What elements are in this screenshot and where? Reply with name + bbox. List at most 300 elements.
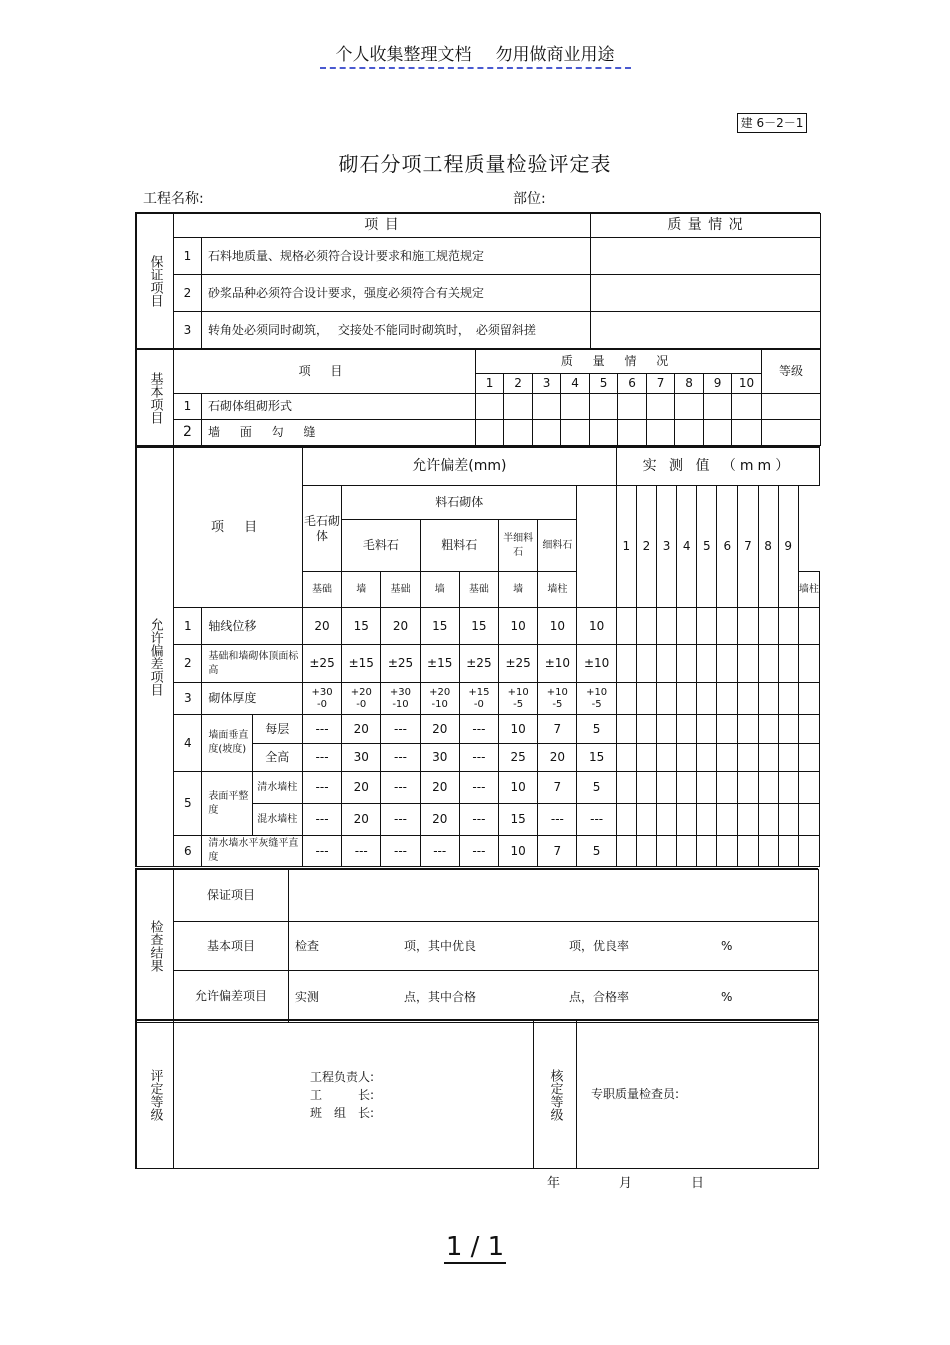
- measured-cell: [656, 772, 676, 804]
- basic-col-quality: 质 量 情 况: [476, 350, 762, 374]
- allow-value: 15: [499, 804, 538, 836]
- allow-value: 20: [538, 744, 577, 772]
- allow-subhead: 墙柱: [538, 572, 577, 608]
- allow-value: 20: [381, 608, 420, 645]
- basic-row-cell: [590, 394, 618, 420]
- measured-cell: [717, 744, 738, 772]
- measured-cell: [738, 836, 758, 867]
- guarantee-section-label: 保证项目: [137, 214, 174, 349]
- basic-row-cell: [675, 420, 704, 446]
- measured-cell: [717, 645, 738, 683]
- measured-cell: [677, 772, 697, 804]
- measured-cell: [656, 804, 676, 836]
- basic-num: 1: [476, 374, 504, 394]
- measured-cell: [677, 683, 697, 715]
- rating-section: [135, 1019, 818, 1169]
- measured-cell: [778, 608, 798, 645]
- allow-value: [538, 683, 577, 715]
- basic-num: 9: [704, 374, 732, 394]
- basic-row-no: 2: [174, 420, 202, 446]
- allow-value-line: -10: [392, 698, 409, 710]
- allow-value: ---: [459, 744, 498, 772]
- measured-cell: [636, 683, 656, 715]
- measured-num: 4: [677, 486, 697, 608]
- allow-value: 10: [499, 836, 538, 867]
- basic-row-cell: [618, 394, 647, 420]
- page-number-text: 1 / 1: [445, 1232, 505, 1262]
- measured-cell: [758, 608, 778, 645]
- measured-num: 5: [697, 486, 717, 608]
- allow-value: [342, 683, 381, 715]
- allow-value: ±10: [577, 645, 616, 683]
- allow-value: [577, 683, 616, 715]
- location-label: 部位:: [513, 191, 546, 207]
- allow-section-label: 允许偏差项目: [137, 448, 174, 867]
- allow-col-item: 项 目: [174, 448, 303, 608]
- measured-num: 7: [738, 486, 758, 608]
- measured-cell: [677, 715, 697, 744]
- measured-cell: [697, 645, 717, 683]
- allow-section: [135, 446, 820, 867]
- allow-value: 15: [459, 608, 498, 645]
- check-basic-text: [289, 922, 819, 971]
- measured-cell: [636, 772, 656, 804]
- allow-value: [420, 683, 459, 715]
- ashlar-type: 粗料石: [420, 520, 498, 572]
- allow-row-no: 2: [174, 645, 202, 683]
- allow-value: 15: [342, 608, 381, 645]
- allow-value: ---: [420, 836, 459, 867]
- allow-value: [381, 683, 420, 715]
- allow-row-name: 轴线位移: [202, 608, 303, 645]
- allow-value: 15: [420, 608, 459, 645]
- allow-value: ---: [459, 836, 498, 867]
- allow-row-name: 墙面垂直度(坡度): [202, 715, 252, 772]
- allow-value: 20: [420, 715, 459, 744]
- measured-cell: [758, 744, 778, 772]
- allow-value: 20: [420, 804, 459, 836]
- check-section-label: 检查结果: [137, 870, 174, 1023]
- allow-value-line: -5: [552, 698, 563, 710]
- measured-cell: [738, 744, 758, 772]
- allow-value-line: +10: [507, 686, 529, 698]
- basic-row-cell: [647, 420, 675, 446]
- rating-team-leader-label: 班 组 长:: [310, 1106, 375, 1120]
- measured-cell: [758, 645, 778, 683]
- allow-value-line: -0: [473, 698, 484, 710]
- basic-row-cell: [618, 420, 647, 446]
- measured-cell: [616, 836, 636, 867]
- allow-value-line: +10: [546, 686, 568, 698]
- rating-verify-label: 核定等级: [534, 1021, 577, 1169]
- basic-section-label: 基本项目: [137, 350, 174, 446]
- measured-cell: [798, 836, 819, 867]
- allow-value: ---: [302, 744, 341, 772]
- measured-cell: [798, 715, 819, 744]
- basic-row-cell: [590, 420, 618, 446]
- measured-num: 9: [778, 486, 798, 608]
- check-allow-part: 点，合格率: [569, 990, 630, 1004]
- check-guarantee-value: [289, 870, 819, 922]
- basic-row-cell: [732, 394, 762, 420]
- check-table: [136, 869, 819, 1023]
- allow-table: [136, 447, 820, 867]
- allow-row-name: 砌体厚度: [202, 683, 303, 715]
- allow-subhead: 墙柱: [798, 572, 819, 608]
- allow-row-no: 3: [174, 683, 202, 715]
- measured-cell: [778, 645, 798, 683]
- allow-value: ±25: [381, 645, 420, 683]
- allow-value: 5: [577, 772, 616, 804]
- basic-row-cell: [762, 420, 821, 446]
- basic-num: 3: [533, 374, 561, 394]
- measured-cell: [616, 804, 636, 836]
- measured-cell: [738, 715, 758, 744]
- basic-num: 2: [504, 374, 533, 394]
- measured-cell: [636, 744, 656, 772]
- allow-value-line: +15: [468, 686, 490, 698]
- basic-col-grade: 等级: [762, 350, 821, 394]
- check-guarantee-label: 保证项目: [174, 870, 289, 922]
- guarantee-row-quality: [591, 312, 821, 349]
- allow-value: 7: [538, 715, 577, 744]
- allow-value: 7: [538, 836, 577, 867]
- basic-num: 5: [590, 374, 618, 394]
- allow-row-name: 表面平整度: [202, 772, 252, 836]
- header-left-text: 个人收集整理文档: [335, 45, 472, 65]
- allow-subhead: 基础: [381, 572, 420, 608]
- measured-cell: [738, 608, 758, 645]
- allow-row-no: 1: [174, 608, 202, 645]
- allow-value: 5: [577, 836, 616, 867]
- basic-row-cell: [533, 394, 561, 420]
- allow-row-no: 5: [174, 772, 202, 836]
- allow-value: ±15: [420, 645, 459, 683]
- project-name-label: 工程名称:: [143, 191, 204, 207]
- measured-cell: [738, 772, 758, 804]
- measured-cell: [697, 715, 717, 744]
- measured-cell: [798, 804, 819, 836]
- measured-cell: [758, 804, 778, 836]
- allow-value: ---: [381, 836, 420, 867]
- measured-num: 1: [616, 486, 636, 608]
- measured-cell: [697, 804, 717, 836]
- check-basic-part: 检查: [295, 939, 320, 953]
- allow-value: [499, 683, 538, 715]
- basic-row-cell: [732, 420, 762, 446]
- allow-value: 10: [538, 608, 577, 645]
- basic-table: [136, 349, 821, 446]
- check-allow-part: %: [721, 990, 733, 1004]
- allow-rubble-header: 毛石砌体: [302, 486, 341, 572]
- measured-cell: [697, 683, 717, 715]
- measured-cell: [656, 836, 676, 867]
- measured-cell: [677, 836, 697, 867]
- measured-cell: [616, 608, 636, 645]
- measured-cell: [778, 744, 798, 772]
- allow-value: ---: [302, 715, 341, 744]
- check-basic-label: 基本项目: [174, 922, 289, 971]
- measured-cell: [616, 645, 636, 683]
- allow-value: ---: [302, 772, 341, 804]
- measured-cell: [677, 645, 697, 683]
- guarantee-row-text: 砂浆品种必须符合设计要求，强度必须符合有关规定: [202, 275, 591, 312]
- allow-value: ---: [381, 804, 420, 836]
- basic-row-cell: [647, 394, 675, 420]
- allow-value: ---: [302, 836, 341, 867]
- basic-row-no: 1: [174, 394, 202, 420]
- basic-row-text: 石砌体组砌形式: [202, 394, 476, 420]
- basic-num: 8: [675, 374, 704, 394]
- basic-col-item: 项 目: [174, 350, 476, 394]
- guarantee-section: [135, 212, 820, 349]
- measured-cell: [778, 804, 798, 836]
- allow-value-line: -5: [513, 698, 524, 710]
- measured-cell: [677, 804, 697, 836]
- allow-value: [459, 683, 498, 715]
- rating-signatures: [174, 1021, 534, 1169]
- measured-cell: [616, 772, 636, 804]
- measured-cell: [798, 772, 819, 804]
- measured-cell: [778, 715, 798, 744]
- measured-num: 2: [636, 486, 656, 608]
- basic-row-cell: [561, 420, 590, 446]
- measured-cell: [758, 772, 778, 804]
- allow-value: ---: [459, 715, 498, 744]
- measured-cell: [636, 608, 656, 645]
- measured-cell: [738, 645, 758, 683]
- measured-cell: [616, 715, 636, 744]
- measured-cell: [636, 804, 656, 836]
- form-code: 建 6－2－1: [737, 113, 807, 133]
- allow-sub-name: 清水墙柱: [252, 772, 302, 804]
- allow-value: 20: [342, 715, 381, 744]
- measured-cell: [758, 836, 778, 867]
- guarantee-row-no: 1: [174, 238, 202, 275]
- allow-row-no: 6: [174, 836, 202, 867]
- measured-cell: [758, 715, 778, 744]
- ashlar-type: 毛料石: [342, 520, 420, 572]
- measured-cell: [697, 836, 717, 867]
- check-section: [135, 868, 818, 1023]
- basic-num: 10: [732, 374, 762, 394]
- rating-manager-label: 工程负责人:: [310, 1070, 375, 1084]
- allow-value: ---: [577, 804, 616, 836]
- allow-sub-name: 全高: [252, 744, 302, 772]
- allow-subhead: 基础: [459, 572, 498, 608]
- guarantee-row-quality: [591, 275, 821, 312]
- measured-cell: [656, 683, 676, 715]
- allow-sub-name: 混水墙柱: [252, 804, 302, 836]
- measured-cell: [677, 744, 697, 772]
- date-month: 月: [619, 1176, 633, 1191]
- measured-cell: [697, 608, 717, 645]
- allow-sub-name: 每层: [252, 715, 302, 744]
- allow-value: 20: [302, 608, 341, 645]
- measured-cell: [798, 645, 819, 683]
- measured-cell: [717, 772, 738, 804]
- measured-cell: [798, 608, 819, 645]
- measured-cell: [798, 744, 819, 772]
- measured-cell: [738, 804, 758, 836]
- measured-cell: [717, 683, 738, 715]
- allow-col-allow: 允许偏差(mm): [302, 448, 616, 486]
- allow-subhead: 基础: [302, 572, 341, 608]
- allow-col-measured: 实 测 值 （mm）: [616, 448, 819, 486]
- allow-value: ---: [342, 836, 381, 867]
- date-day: 日: [691, 1176, 705, 1191]
- guarantee-row-no: 2: [174, 275, 202, 312]
- page-title: 砌石分项工程质量检验评定表: [338, 152, 612, 176]
- basic-row-cell: [476, 394, 504, 420]
- rating-foreman-label: 工 长:: [310, 1088, 375, 1102]
- check-basic-part: 项，其中优良: [404, 939, 477, 953]
- allow-value: ---: [459, 772, 498, 804]
- measured-num: 3: [656, 486, 676, 608]
- allow-value-line: +30: [311, 686, 333, 698]
- ashlar-type: 半细料石: [499, 520, 538, 572]
- allow-value: ±25: [499, 645, 538, 683]
- rating-section-label: 评定等级: [137, 1021, 174, 1169]
- allow-row-name: 基础和墙砌体顶面标高: [202, 645, 303, 683]
- allow-subhead: 墙: [420, 572, 459, 608]
- allow-value: 5: [577, 715, 616, 744]
- allow-subhead: 墙: [342, 572, 381, 608]
- allow-value-line: +20: [429, 686, 451, 698]
- measured-cell: [656, 715, 676, 744]
- header-right-text: 勿用做商业用途: [495, 45, 615, 65]
- measured-cell: [697, 772, 717, 804]
- measured-cell: [636, 645, 656, 683]
- allow-value: 20: [342, 804, 381, 836]
- basic-section: [135, 348, 820, 446]
- measured-cell: [717, 608, 738, 645]
- allow-value: ±25: [459, 645, 498, 683]
- measured-cell: [636, 715, 656, 744]
- allow-row-name: 清水墙水平灰缝平直度: [202, 836, 303, 867]
- allow-value: ---: [381, 744, 420, 772]
- allow-subhead: 墙: [499, 572, 538, 608]
- basic-row-cell: [704, 420, 732, 446]
- measured-cell: [697, 744, 717, 772]
- basic-row-text: 墙 面 勾 缝: [202, 420, 476, 446]
- allow-value-line: -0: [356, 698, 367, 710]
- allow-value: 20: [420, 772, 459, 804]
- check-allow-part: 实测: [295, 990, 320, 1004]
- allow-value: ±15: [342, 645, 381, 683]
- measured-cell: [717, 836, 738, 867]
- allow-value: ---: [459, 804, 498, 836]
- guarantee-row-text: 石料地质量、规格必须符合设计要求和施工规范规定: [202, 238, 591, 275]
- allow-value-line: +10: [586, 686, 608, 698]
- allow-row-no: 4: [174, 715, 202, 772]
- check-allow-label: 允许偏差项目: [174, 971, 289, 1023]
- allow-value-line: +20: [350, 686, 372, 698]
- allow-value: 10: [499, 772, 538, 804]
- check-basic-part: %: [721, 939, 733, 953]
- allow-value: ±10: [538, 645, 577, 683]
- basic-row-cell: [533, 420, 561, 446]
- allow-value: 30: [420, 744, 459, 772]
- ashlar-type: 细料石: [538, 520, 577, 572]
- measured-cell: [656, 645, 676, 683]
- date-year: 年: [547, 1176, 561, 1191]
- check-basic-part: 项，优良率: [569, 939, 630, 953]
- allow-value: 20: [342, 772, 381, 804]
- measured-cell: [616, 744, 636, 772]
- allow-value: 30: [342, 744, 381, 772]
- guarantee-row-quality: [591, 238, 821, 275]
- allow-value: 10: [499, 608, 538, 645]
- allow-value: ---: [302, 804, 341, 836]
- basic-row-cell: [675, 394, 704, 420]
- basic-row-cell: [762, 394, 821, 420]
- guarantee-col-quality: 质 量 情 况: [591, 214, 821, 238]
- basic-num: 6: [618, 374, 647, 394]
- basic-row-cell: [704, 394, 732, 420]
- guarantee-col-item: 项 目: [174, 214, 591, 238]
- measured-cell: [616, 683, 636, 715]
- measured-cell: [717, 804, 738, 836]
- basic-row-cell: [561, 394, 590, 420]
- page-header: [0, 40, 950, 69]
- measured-cell: [758, 683, 778, 715]
- page-number: [0, 1232, 950, 1262]
- allow-value: [302, 683, 341, 715]
- rating-inspector-label: 专职质量检查员:: [577, 1021, 819, 1169]
- guarantee-table: [136, 213, 821, 349]
- measured-cell: [778, 683, 798, 715]
- allow-value: ---: [381, 772, 420, 804]
- allow-value-line: -10: [431, 698, 448, 710]
- measured-cell: [677, 608, 697, 645]
- basic-row-cell: [504, 420, 533, 446]
- measured-cell: [656, 744, 676, 772]
- allow-value-line: -0: [317, 698, 328, 710]
- check-allow-text: [289, 971, 819, 1023]
- allow-value: 10: [499, 715, 538, 744]
- measured-num: 6: [717, 486, 738, 608]
- basic-num: 7: [647, 374, 675, 394]
- allow-value: 25: [499, 744, 538, 772]
- basic-row-cell: [476, 420, 504, 446]
- rating-table: [136, 1020, 819, 1169]
- measured-cell: [636, 836, 656, 867]
- allow-value-line: +30: [389, 686, 412, 698]
- guarantee-row-no: 3: [174, 312, 202, 349]
- allow-ashlar-header: 料石砌体: [342, 486, 577, 520]
- guarantee-row-text: 转角处必须同时砌筑， 交接处不能同时砌筑时， 必须留斜搓: [202, 312, 591, 349]
- measured-cell: [656, 608, 676, 645]
- measured-cell: [798, 683, 819, 715]
- allow-value: 15: [577, 744, 616, 772]
- measured-cell: [717, 715, 738, 744]
- allow-value: 7: [538, 772, 577, 804]
- basic-row-cell: [504, 394, 533, 420]
- allow-value: ±25: [302, 645, 341, 683]
- allow-value-line: -5: [591, 698, 602, 710]
- measured-cell: [778, 836, 798, 867]
- allow-value: 10: [577, 608, 616, 645]
- allow-value: ---: [538, 804, 577, 836]
- check-allow-part: 点，其中合格: [404, 990, 477, 1004]
- allow-value: ---: [381, 715, 420, 744]
- measured-num: 8: [758, 486, 778, 608]
- allow-measured-spacer: [577, 486, 616, 608]
- measured-cell: [778, 772, 798, 804]
- basic-num: 4: [561, 374, 590, 394]
- measured-cell: [738, 683, 758, 715]
